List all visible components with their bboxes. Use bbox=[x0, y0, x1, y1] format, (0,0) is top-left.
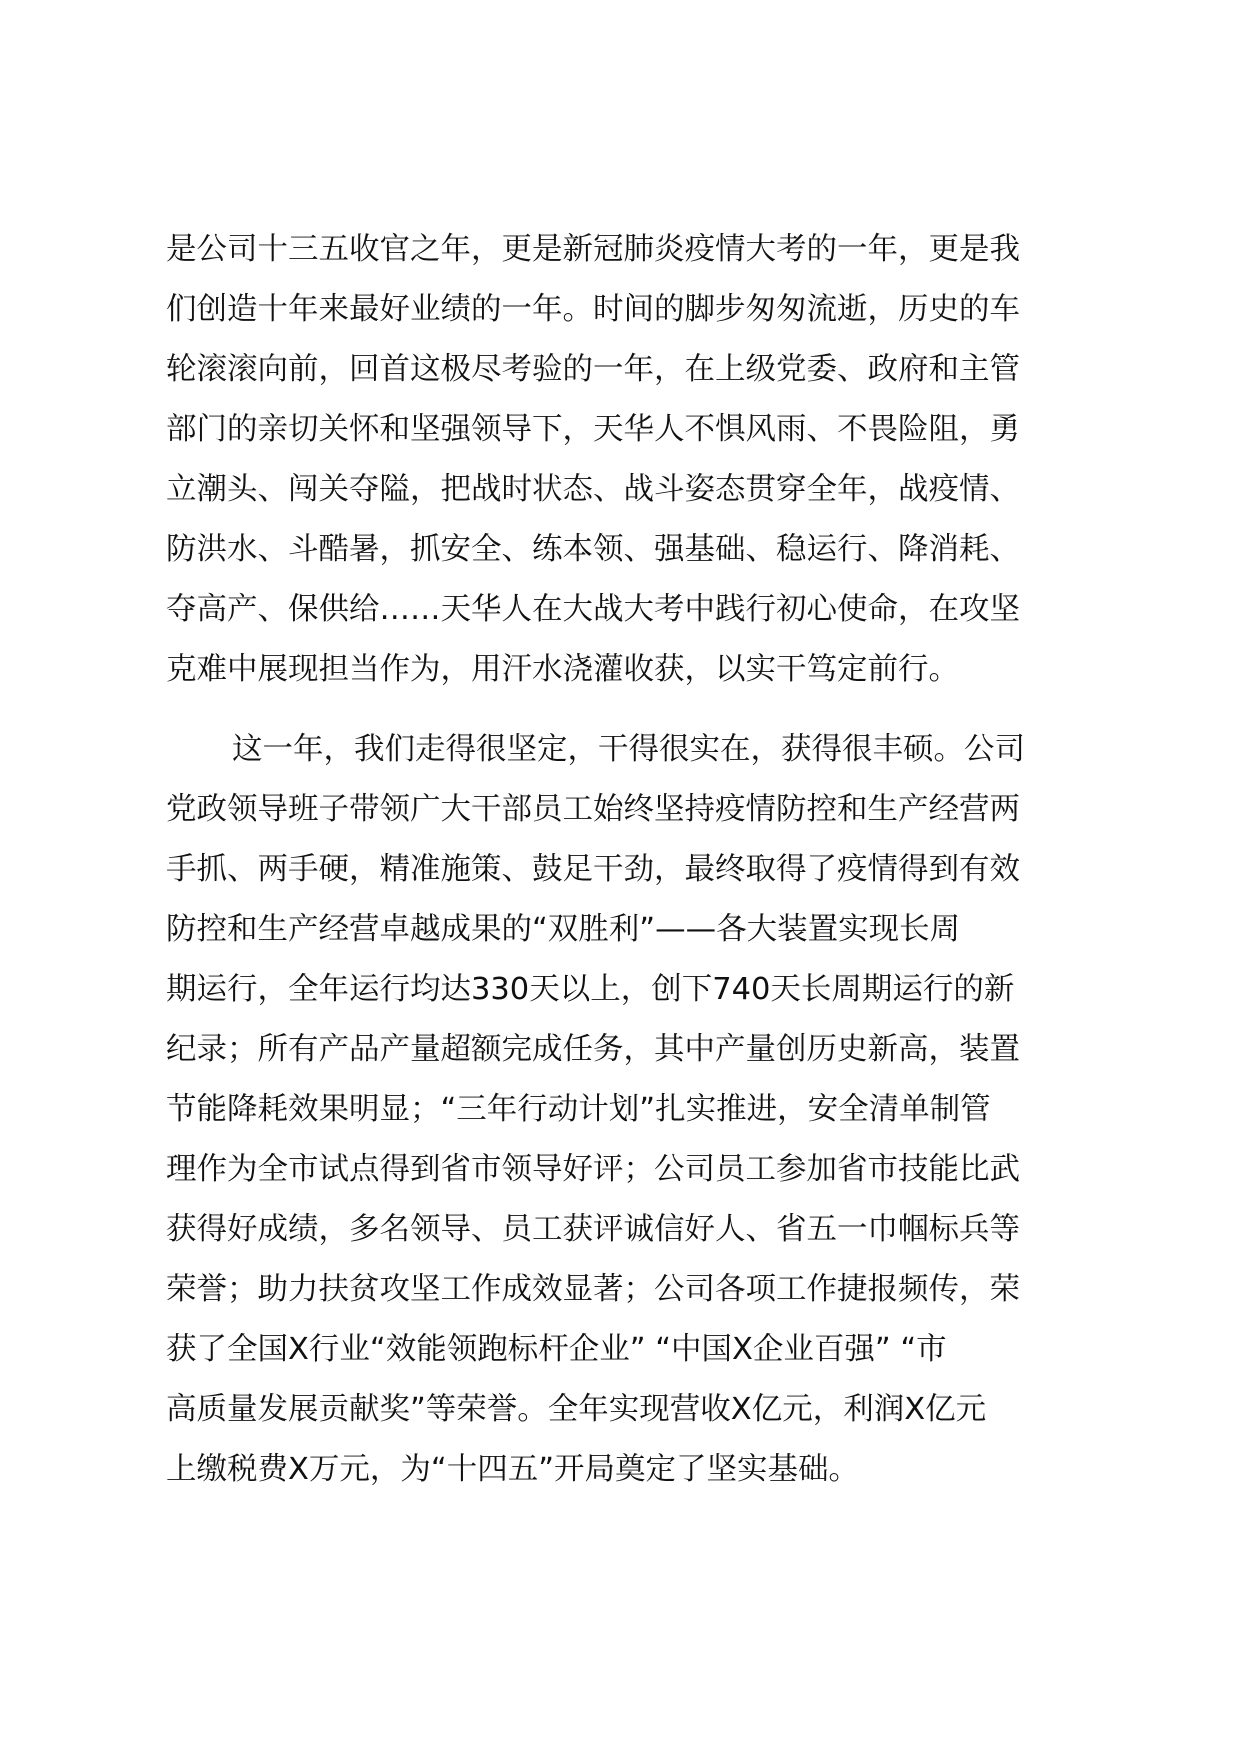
paragraph-1-line: 轮滚滚向前，回首这极尽考验的一年，在上级党委、政府和主管 bbox=[166, 352, 1020, 387]
paragraph-2-line: 纪录；所有产品产量超额完成任务，其中产量创历史新高，装置 bbox=[166, 1032, 1020, 1067]
paragraph-1-line: 立潮头、闯关夺隘，把战时状态、战斗姿态贯穿全年，战疫情、 bbox=[166, 472, 1020, 507]
paragraph-2-line: 防控和生产经营卓越成果的“双胜利”——各大装置实现长周 bbox=[166, 912, 961, 947]
paragraph-1-line: 防洪水、斗酷暑，抓安全、练本领、强基础、稳运行、降消耗、 bbox=[166, 532, 1020, 567]
paragraph-1-line: 部门的亲切关怀和坚强领导下，天华人不惧风雨、不畏险阻，勇 bbox=[166, 412, 1020, 447]
paragraph-2-line: 理作为全市试点得到省市领导好评；公司员工参加省市技能比武 bbox=[166, 1152, 1020, 1187]
paragraph-1-line: 克难中展现担当作为，用汗水浇灌收获，以实干笃定前行。 bbox=[166, 652, 959, 687]
paragraph-1 bbox=[166, 220, 1086, 700]
paragraph-2-line: 期运行，全年运行均达330天以上，创下740天长周期运行的新 bbox=[166, 972, 1015, 1007]
paragraph-2-line: 上缴税费X万元，为“十四五”开局奠定了坚实基础。 bbox=[166, 1452, 859, 1487]
paragraph-2-line: 获了全国X行业“效能领跑标杆企业” “中国X企业百强” “市 bbox=[166, 1332, 947, 1367]
paragraph-2-line: 手抓、两手硬，精准施策、鼓足干劲，最终取得了疫情得到有效 bbox=[166, 852, 1020, 887]
paragraph-2-line: 党政领导班子带领广大干部员工始终坚持疫情防控和生产经营两 bbox=[166, 792, 1020, 827]
paragraph-1-line: 是公司十三五收官之年，更是新冠肺炎疫情大考的一年，更是我 bbox=[166, 232, 1020, 267]
paragraph-1-line: 夺高产、保供给……天华人在大战大考中践行初心使命，在攻坚 bbox=[166, 592, 1020, 627]
paragraph-1-line: 们创造十年来最好业绩的一年。时间的脚步匆匆流逝，历史的车 bbox=[166, 292, 1020, 327]
paragraph-2-line: 节能降耗效果明显；“三年行动计划”扎实推进，安全清单制管 bbox=[166, 1092, 991, 1127]
paragraph-2-line: 获得好成绩，多名领导、员工获评诚信好人、省五一巾帼标兵等 bbox=[166, 1212, 1020, 1247]
paragraph-2-line: 荣誉；助力扶贫攻坚工作成效显著；公司各项工作捷报频传，荣 bbox=[166, 1272, 1020, 1307]
paragraph-2 bbox=[166, 720, 1086, 1500]
paragraph-2-first-line: 这一年，我们走得很坚定，干得很实在，获得很丰硕。公司 bbox=[232, 732, 1025, 767]
paragraph-2-line: 高质量发展贡献奖”等荣誉。全年实现营收X亿元，利润X亿元 bbox=[166, 1392, 987, 1427]
